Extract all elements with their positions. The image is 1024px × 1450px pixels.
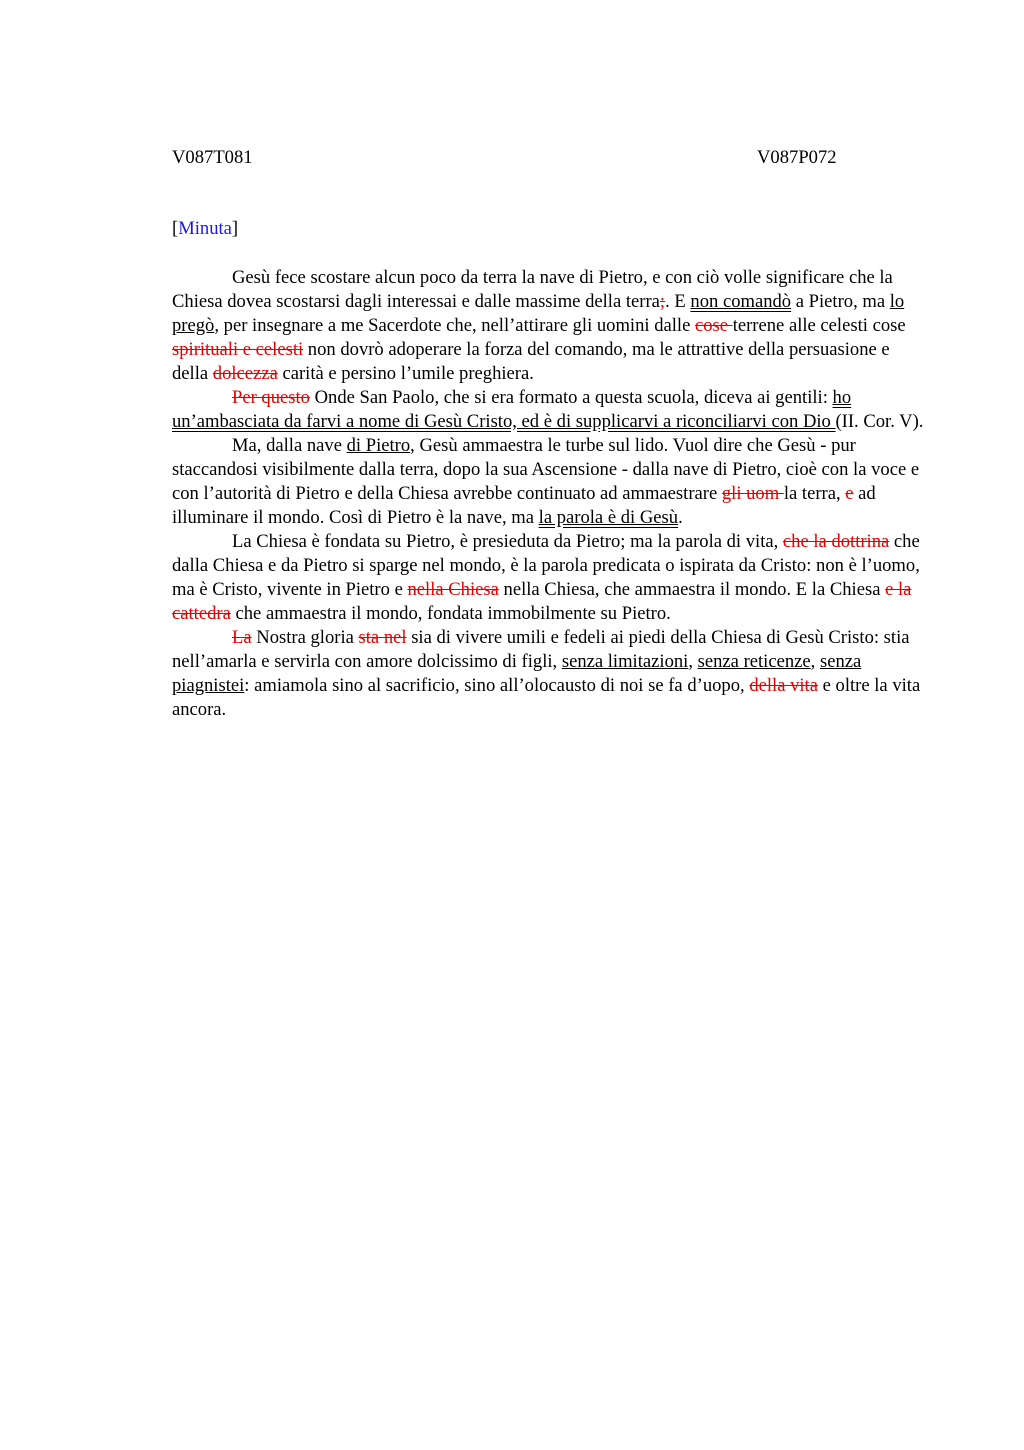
text-segment: a Pietro, ma: [791, 291, 890, 312]
deleted-text: sta nel: [358, 627, 407, 648]
paragraph-2: [172, 386, 928, 434]
deleted-text: gli uom: [721, 483, 784, 504]
deleted-text: della vita: [749, 675, 818, 696]
text-segment: ad illuminare il mondo. Così di Pietro è la nave, ma: [172, 483, 876, 528]
deleted-text: spirituali e celesti: [172, 339, 304, 360]
underlined-text: di Pietro: [346, 435, 411, 456]
double-underlined-text: non comandò: [690, 291, 792, 312]
text-segment: sia di vivere umili e fedeli ai piedi della Chiesa di Gesù Cristo: stia nell’amarla e servirla con amore dolcissimo di figli,: [172, 627, 910, 672]
deleted-text: Per questo: [232, 387, 310, 408]
text-segment: (II. Cor. V).: [835, 411, 924, 432]
text-segment: carità e persino l’umile preghiera.: [277, 363, 534, 384]
text-segment: Onde San Paolo, che si era formato a questa scuola, diceva ai gentili:: [309, 387, 833, 408]
double-underlined-text: la parola è di Gesù: [538, 507, 679, 528]
paragraph-1: [172, 266, 928, 386]
deleted-text: dolcezza: [212, 363, 278, 384]
text-segment: Nostra gloria: [251, 627, 359, 648]
text-segment: Gesù fece scostare alcun poco da terra la nave di Pietro, e con ciò volle significare che la Chiesa dovea scostarsi dagli interessai e dalle massime della terra: [172, 267, 893, 312]
text-segment: la terra,: [783, 483, 846, 504]
underlined-text: lo pregò: [172, 291, 905, 336]
text-segment: La Chiesa è fondata su Pietro, è presieduta da Pietro; ma la parola di vita,: [232, 531, 783, 552]
text-segment: ,: [810, 651, 820, 672]
deleted-text: che la dottrina: [782, 531, 890, 552]
text-segment: .: [678, 507, 683, 528]
text-segment: non dovrò adoperare la forza del comando, ma le attrattive della persuasione e della: [172, 339, 890, 384]
tag-close-bracket: ]: [231, 218, 239, 239]
deleted-text: e la cattedra: [172, 579, 912, 624]
tag-label: Minuta: [178, 218, 232, 239]
text-segment: terrene alle celesti cose: [732, 315, 906, 336]
underlined-text: senza limitazioni: [561, 651, 689, 672]
text-segment: : amiamola sino al sacrificio, sino all’olocausto di noi se fa d’uopo,: [244, 675, 750, 696]
double-underlined-text: ho un’ambasciata da farvi a nome di Gesù Cristo, ed è di supplicarvi a riconciliarvi con Dio: [172, 387, 852, 432]
deleted-text: cose: [695, 315, 733, 336]
paragraph-3: [172, 434, 928, 530]
text-segment: che ammaestra il mondo, fondata immobilmente su Pietro.: [230, 603, 671, 624]
deleted-text: e: [845, 483, 854, 504]
text-segment: e oltre la vita ancora.: [172, 675, 921, 720]
document-code-right: V087P072: [757, 147, 837, 168]
text-segment: , per insegnare a me Sacerdote che, nell’attirare gli uomini dalle: [214, 315, 695, 336]
tag-open-bracket: [: [172, 218, 179, 239]
deleted-text: La: [232, 627, 252, 648]
paragraph-5: [172, 626, 928, 722]
text-segment: . E: [665, 291, 691, 312]
document-code-left: V087T081: [172, 147, 253, 168]
deleted-text: ;: [659, 291, 666, 312]
text-segment: ,: [688, 651, 698, 672]
deleted-text: nella Chiesa: [407, 579, 499, 600]
text-segment: Ma, dalla nave: [232, 435, 347, 456]
underlined-text: senza reticenze: [697, 651, 811, 672]
document-body: [172, 266, 928, 722]
text-segment: , Gesù ammaestra le turbe sul lido. Vuol dire che Gesù - pur staccandosi visibilmente dalla terra, dopo la sua Ascensione - dalla nave di Pietro, cioè con la voce e con l’autorità di Pietro e della Chiesa avrebbe continuato ad ammaestrare: [172, 435, 920, 504]
minuta-tag: [172, 217, 238, 241]
text-segment: nella Chiesa, che ammaestra il mondo. E la Chiesa: [498, 579, 886, 600]
underlined-text: senza piagnistei: [172, 651, 862, 696]
text-segment: che dalla Chiesa e da Pietro si sparge nel mondo, è la parola predicata o ispirata da Cristo: non è l’uomo, ma è Cristo, vivente in Pietro e: [172, 531, 920, 600]
paragraph-4: [172, 530, 928, 626]
